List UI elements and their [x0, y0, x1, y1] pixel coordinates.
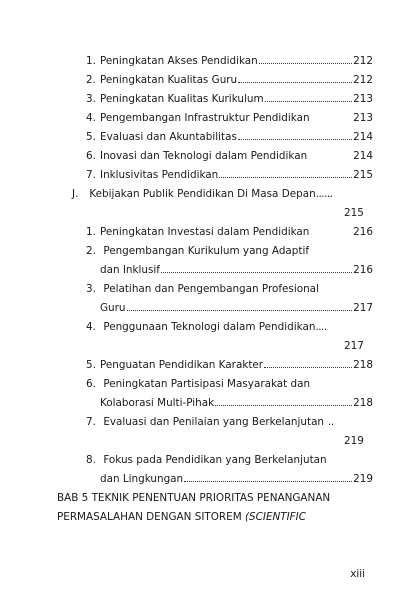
entry-title-line2: Guru: [100, 302, 126, 314]
entry-title-line1: Peningkatan Partisipasi Masyarakat dan: [103, 378, 311, 390]
dot-leader: ......: [315, 188, 333, 200]
toc-entry[interactable]: [86, 415, 334, 429]
toc-section-heading[interactable]: [72, 187, 333, 201]
entry-number: 5.: [86, 359, 96, 371]
entry-number: 5.: [86, 131, 96, 143]
entry-number: 1.: [86, 55, 96, 67]
entry-title-line1: Penggunaan Teknologi dalam Pendidikan: [103, 321, 316, 333]
entry-title: Penguatan Pendidikan Karakter: [100, 359, 264, 371]
entry-title: Inklusivitas Pendidikan: [100, 169, 219, 181]
entry-page: 216: [353, 226, 373, 238]
dot-leader: [215, 404, 352, 406]
toc-entry[interactable]: [86, 111, 373, 125]
entry-page: 219: [344, 435, 364, 447]
entry-page: 217: [344, 340, 364, 352]
entry-number: 1.: [86, 226, 96, 238]
toc-entry[interactable]: [86, 168, 373, 182]
entry-page: 213: [353, 112, 373, 124]
toc-entry[interactable]: [86, 320, 327, 334]
entry-title: Peningkatan Akses Pendidikan: [100, 55, 258, 67]
entry-title: Evaluasi dan Akuntabilitas: [100, 131, 237, 143]
entry-title: Peningkatan Kualitas Guru: [100, 74, 238, 86]
chapter-heading-line2[interactable]: [57, 510, 306, 524]
section-letter: J.: [72, 188, 79, 200]
section-title: Kebijakan Publik Pendidikan Di Masa Depan: [89, 188, 316, 200]
entry-page: 218: [353, 397, 373, 409]
dot-leader: [238, 81, 352, 83]
entry-page: 214: [353, 131, 373, 143]
entry-number: 3.: [86, 93, 96, 105]
entry-title-line1: Fokus pada Pendidikan yang Berkelanjutan: [103, 454, 327, 466]
entry-title-line2: dan Lingkungan: [100, 473, 184, 485]
entry-title-line1: Pengembangan Kurikulum yang Adaptif: [103, 245, 310, 257]
toc-entry[interactable]: [86, 453, 327, 467]
entry-title: Inovasi dan Teknologi dalam Pendidikan: [100, 150, 308, 162]
toc-entry[interactable]: [86, 149, 373, 163]
entry-number: 7.: [86, 169, 96, 181]
dot-leader: ....: [315, 321, 327, 333]
dot-leader: [161, 271, 352, 273]
entry-page: 212: [353, 55, 373, 67]
entry-title-line2: Kolaborasi Multi-Pihak: [100, 397, 215, 409]
entry-number: 4.: [86, 112, 96, 124]
entry-number: 2.: [86, 245, 96, 257]
entry-page: 212: [353, 74, 373, 86]
entry-number: 7.: [86, 416, 96, 428]
toc-entry-cont[interactable]: [100, 263, 373, 277]
toc-entry-cont[interactable]: [100, 301, 373, 315]
entry-page: 217: [353, 302, 373, 314]
dot-leader: [238, 138, 352, 140]
toc-entry[interactable]: [86, 358, 373, 372]
entry-page: 215: [353, 169, 373, 181]
toc-entry[interactable]: [86, 282, 319, 296]
dot-leader: [259, 62, 352, 64]
entry-title-line1: Evaluasi dan Penilaian yang Berkelanjutan: [103, 416, 325, 428]
entry-title: Peningkatan Investasi dalam Pendidikan: [100, 226, 310, 238]
dot-leader: [264, 366, 352, 368]
section-page: 215: [344, 207, 364, 219]
toc-entry[interactable]: [86, 54, 373, 68]
entry-page: 213: [353, 93, 373, 105]
entry-number: 4.: [86, 321, 96, 333]
entry-number: 6.: [86, 150, 96, 162]
dot-leader: [219, 176, 352, 178]
chapter-heading-text: PERMASALAHAN DENGAN SITOREM: [57, 511, 245, 523]
dot-leader: [127, 309, 353, 311]
dot-leader: ..: [328, 416, 334, 428]
entry-page: 214: [353, 150, 373, 162]
entry-number: 3.: [86, 283, 96, 295]
toc-entry-cont[interactable]: [100, 472, 373, 486]
page-number: xiii: [350, 568, 365, 580]
entry-number: 6.: [86, 378, 96, 390]
entry-title-line1: Pelatihan dan Pengembangan Profesional: [103, 283, 319, 295]
entry-title-line2: dan Inklusif: [100, 264, 160, 276]
dot-leader: [265, 100, 353, 102]
entry-page: 219: [353, 473, 373, 485]
entry-number: 8.: [86, 454, 96, 466]
entry-page: 218: [353, 359, 373, 371]
toc-entry-cont[interactable]: [100, 396, 373, 410]
chapter-heading-italic: (SCIENTIFIC: [244, 511, 306, 523]
entry-page: 216: [353, 264, 373, 276]
toc-entry[interactable]: [86, 73, 373, 87]
chapter-heading-line1[interactable]: BAB 5 TEKNIK PENENTUAN PRIORITAS PENANGANAN: [57, 492, 331, 504]
entry-title: Peningkatan Kualitas Kurikulum: [100, 93, 264, 105]
entry-title: Pengembangan Infrastruktur Pendidikan: [100, 112, 310, 124]
toc-entry[interactable]: [86, 377, 310, 391]
toc-entry[interactable]: [86, 92, 373, 106]
entry-number: 2.: [86, 74, 96, 86]
toc-entry[interactable]: [86, 225, 373, 239]
dot-leader: [184, 480, 352, 482]
toc-entry[interactable]: [86, 130, 373, 144]
toc-entry[interactable]: [86, 244, 309, 258]
